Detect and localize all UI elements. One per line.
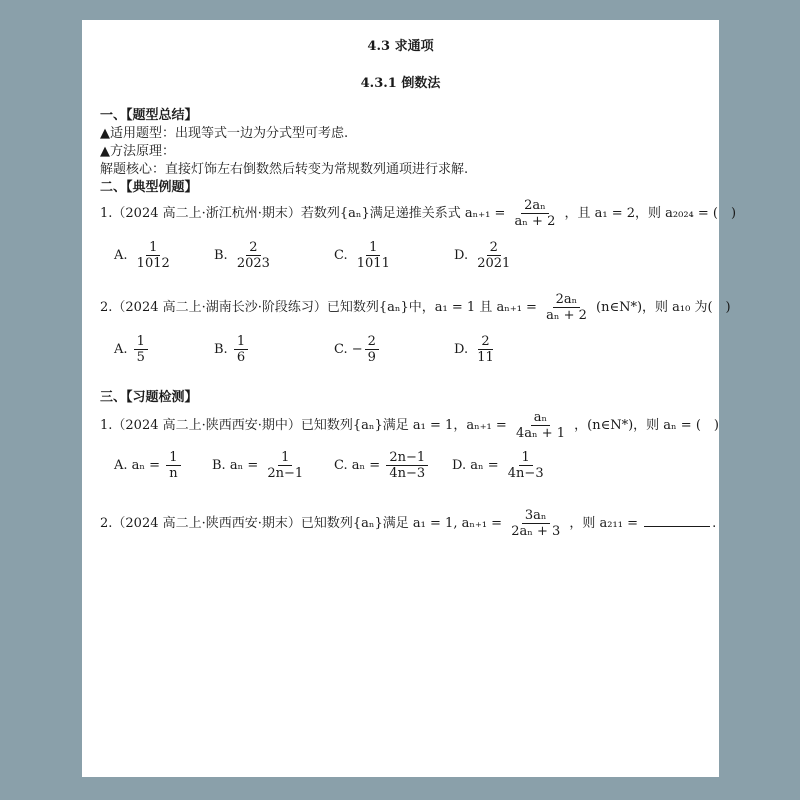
example2-option-b[interactable]: B. $\frac{1}{6}$ — [214, 334, 250, 365]
exercise2-stem: 2.（2024 高二上·陕西西安·期末）已知数列{aₙ}满足 a₁ = 1, aₙ₊₁ = $\frac{\text{3aₙ}}{\text{2aₙ + 3}}$ ，则 a₂₁₁ = . — [100, 508, 717, 539]
exercise1-option-c[interactable]: C. aₙ = $\frac{2n-1}{4n-3}$ — [334, 450, 430, 481]
page-title: 4.3 求通项 — [367, 39, 434, 54]
exercise2-stem-fraction: $\frac{\text{3aₙ}}{\text{2aₙ + 3}}$ — [511, 508, 561, 539]
section3-heading: 三、【习题检测】 — [100, 390, 198, 405]
page-subtitle: 4.3.1 倒数法 — [360, 76, 441, 91]
exercise1-stem-fraction: $\frac{\text{aₙ}}{\text{4aₙ + 1}}$ — [515, 410, 566, 441]
document-page — [82, 20, 737, 777]
example1-stem: 1.（2024 高二上·浙江杭州·期末）若数列{aₙ}满足递推关系式 aₙ₊₁ = $\frac{\text{2aₙ}}{\text{aₙ + 2}}$ ，且 a₁ = 2，则 a₂₀₂₄ = ( ) — [100, 198, 737, 229]
exercise1-stem: 1.（2024 高二上·陕西西安·期中）已知数列{aₙ}满足 a₁ = 1，aₙ₊₁ = $\frac{\text{aₙ}}{\text{4aₙ + 1}}$ ，(n∈N*)，则 aₙ = ( ) — [100, 410, 719, 441]
example2-stem-fraction: $\frac{\text{2aₙ}}{\text{aₙ + 2}}$ — [546, 292, 587, 323]
example2-option-d[interactable]: D. $\frac{2}{11}$ — [454, 334, 494, 365]
exercise1-option-a[interactable]: A. aₙ = $\frac{1}{n}$ — [114, 450, 183, 481]
answer-blank[interactable] — [644, 526, 710, 527]
section1-heading: 一、【题型总结】 — [100, 108, 198, 123]
example1-option-b[interactable]: B. $\frac{2}{2023}$ — [214, 240, 270, 271]
exercise1-option-b[interactable]: B. aₙ = $\frac{1}{2n-1}$ — [212, 450, 304, 481]
example1-option-a[interactable]: A. $\frac{1}{1012}$ — [114, 240, 170, 271]
section1-line3: 解题核心：直接灯饰左右倒数然后转变为常规数列通项进行求解. — [100, 162, 469, 177]
example1-option-d[interactable]: D. $\frac{2}{2021}$ — [454, 240, 511, 271]
example2-stem: 2.（2024 高二上·湖南长沙·阶段练习）已知数列{aₙ}中，a₁ = 1 且 aₙ₊₁ = $\frac{\text{2aₙ}}{\text{aₙ + 2}}$ (n∈N*)，则 a₁₀ 为( ) — [100, 292, 731, 323]
example1-stem-fraction: $\frac{\text{2aₙ}}{\text{aₙ + 2}}$ — [514, 198, 556, 229]
example2-option-c[interactable]: C. − $\frac{2}{9}$ — [334, 334, 381, 365]
example1-option-c[interactable]: C. $\frac{1}{1011}$ — [334, 240, 390, 271]
example2-option-a[interactable]: A. $\frac{1}{5}$ — [114, 334, 150, 365]
section1-line1: ▲适用题型：出现等式一边为分式型可考虑. — [100, 126, 349, 141]
exercise1-option-d[interactable]: D. aₙ = $\frac{1}{4n-3}$ — [452, 450, 544, 481]
section2-heading: 二、【典型例题】 — [100, 180, 198, 195]
section1-line2: ▲方法原理： — [100, 144, 175, 159]
